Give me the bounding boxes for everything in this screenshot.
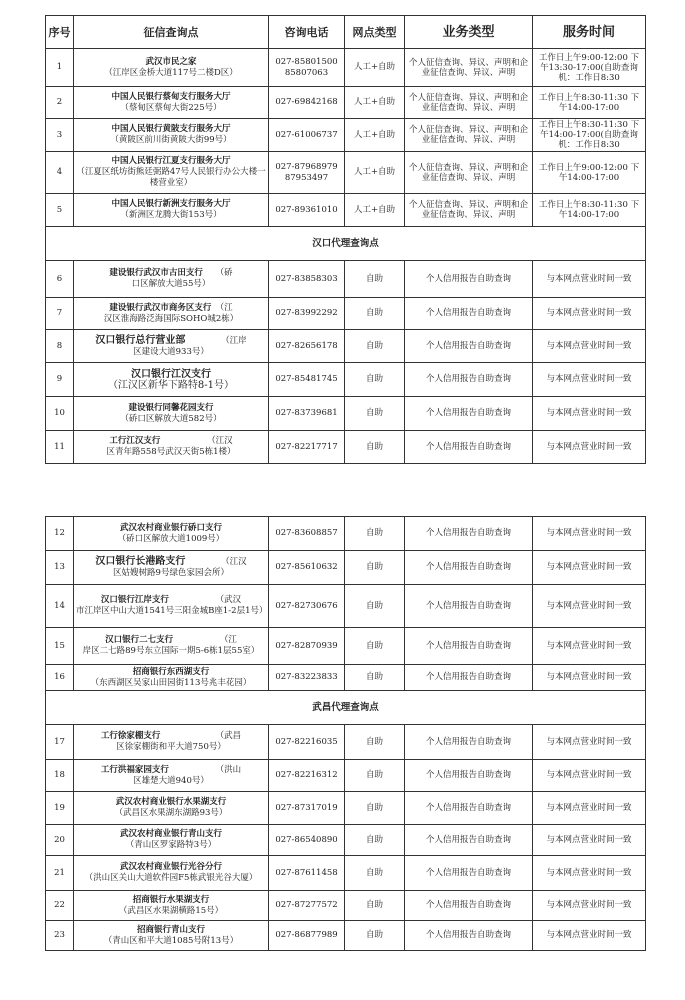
row-no: 13 <box>46 551 74 585</box>
row-hours: 与本网点营业时间一致 <box>533 628 646 665</box>
table-row <box>46 760 646 792</box>
point-address: 区姑嫂树路9号绿色家园会所） <box>113 568 229 578</box>
row-business: 个人信用报告自助查询 <box>405 585 533 628</box>
section-title-hankou: 汉口代理查询点 <box>46 227 646 261</box>
row-no: 14 <box>46 585 74 628</box>
row-no: 9 <box>46 363 74 397</box>
row-point <box>74 760 269 792</box>
row-no: 4 <box>46 152 74 194</box>
row-no: 15 <box>46 628 74 665</box>
row-no: 17 <box>46 725 74 760</box>
row-point <box>74 152 269 194</box>
row-point <box>74 517 269 551</box>
point-address: 市江岸区中山大道1541号三阳金城B座1-2层1号） <box>76 606 268 616</box>
table-row <box>46 119 646 152</box>
point-name: 中国人民银行蔡甸支行服务大厅 <box>111 91 231 102</box>
row-hours: 与本网点营业时间一致 <box>533 585 646 628</box>
row-no: 2 <box>46 87 74 119</box>
row-point <box>74 891 269 921</box>
section-row-hankou <box>46 227 646 261</box>
row-point <box>74 330 269 363</box>
point-address: （洪山区关山大道软件园F5栋武银光谷大厦） <box>84 873 258 883</box>
header-point: 征信查询点 <box>74 16 269 49</box>
row-type: 自助 <box>345 856 405 891</box>
row-no: 19 <box>46 792 74 825</box>
row-point <box>74 119 269 152</box>
row-no: 12 <box>46 517 74 551</box>
row-type: 自助 <box>345 330 405 363</box>
point-name: 武汉农村商业银行硚口支行 <box>119 522 222 533</box>
row-no: 16 <box>46 665 74 691</box>
row-type: 自助 <box>345 551 405 585</box>
table-row <box>46 825 646 856</box>
row-no: 23 <box>46 921 74 951</box>
point-address: 汉区淮海路泛海国际SOHO城2栋） <box>103 313 239 324</box>
row-point <box>74 49 269 87</box>
row-business: 个人信用报告自助查询 <box>405 665 533 691</box>
row-hours: 与本网点营业时间一致 <box>533 725 646 760</box>
table-row <box>46 330 646 363</box>
row-hours: 与本网点营业时间一致 <box>533 760 646 792</box>
row-hours: 与本网点营业时间一致 <box>533 363 646 397</box>
row-phone: 027-87277572 <box>269 891 345 921</box>
row-type: 自助 <box>345 431 405 464</box>
table-row <box>46 585 646 628</box>
point-name: 建设银行武汉市商务区支行 （江 <box>109 302 233 313</box>
row-type: 自助 <box>345 825 405 856</box>
row-business: 个人信用报告自助查询 <box>405 261 533 298</box>
row-hours: 工作日上午8:30-11:30 下午14:00-17:00 <box>533 87 646 119</box>
point-address: 区建设大道933号） <box>133 346 209 357</box>
point-address: （江岸区金桥大道117号二楼D区） <box>104 67 238 78</box>
row-hours: 与本网点营业时间一致 <box>533 665 646 691</box>
point-name: 招商银行青山支行 <box>136 924 205 935</box>
table-row <box>46 363 646 397</box>
point-address: 区雄楚大道940号） <box>133 775 209 786</box>
row-type: 自助 <box>345 397 405 431</box>
point-address: （武昌区水果湖东湖路93号） <box>114 808 228 818</box>
row-point <box>74 551 269 585</box>
row-no: 18 <box>46 760 74 792</box>
row-hours: 与本网点营业时间一致 <box>533 330 646 363</box>
point-name: 武汉市民之家 <box>145 56 197 67</box>
row-business: 个人信用报告自助查询 <box>405 330 533 363</box>
header-phone: 咨询电话 <box>269 16 345 49</box>
credit-query-table-part2 <box>45 516 646 951</box>
row-phone: 027-83858303 <box>269 261 345 298</box>
row-business: 个人征信查询、异议、声明和企业征信查询、异议、声明 <box>405 152 533 194</box>
row-type: 人工+自助 <box>345 119 405 152</box>
row-business: 个人信用报告自助查询 <box>405 431 533 464</box>
point-address: （青山区罗家路特3号） <box>125 840 217 850</box>
row-type: 自助 <box>345 585 405 628</box>
row-phone: 027-61006737 <box>269 119 345 152</box>
header-hours: 服务时间 <box>533 16 646 49</box>
row-phone: 027-82730676 <box>269 585 345 628</box>
point-address: （蔡甸区蔡甸大街225号） <box>120 102 222 113</box>
row-business: 个人信用报告自助查询 <box>405 628 533 665</box>
row-business: 个人信用报告自助查询 <box>405 891 533 921</box>
table-row <box>46 194 646 227</box>
row-business: 个人信用报告自助查询 <box>405 921 533 951</box>
row-type: 自助 <box>345 363 405 397</box>
row-business: 个人信用报告自助查询 <box>405 517 533 551</box>
row-business: 个人征信查询、异议、声明和企业征信查询、异议、声明 <box>405 87 533 119</box>
row-phone: 027-83739681 <box>269 397 345 431</box>
point-name: 中国人民银行江夏支行服务大厅 <box>111 156 231 166</box>
row-phone: 027-86877989 <box>269 921 345 951</box>
row-phone: 027-86540890 <box>269 825 345 856</box>
row-type: 自助 <box>345 298 405 330</box>
row-point <box>74 87 269 119</box>
point-name: 建设银行武汉市古田支行 （硚 <box>109 268 233 278</box>
row-hours: 与本网点营业时间一致 <box>533 431 646 464</box>
table-row <box>46 921 646 951</box>
point-address: （江夏区纸坊街熊廷弼路47号人民银行办公大楼一楼营业室） <box>76 167 266 188</box>
row-point <box>74 298 269 330</box>
row-phone: 027-83992292 <box>269 298 345 330</box>
row-type: 自助 <box>345 517 405 551</box>
point-name: 武汉农村商业银行青山支行 <box>119 829 222 839</box>
row-phone: 027-82656178 <box>269 330 345 363</box>
row-point <box>74 856 269 891</box>
point-address: 口区解放大道55号） <box>131 279 211 289</box>
point-name: 汉口银行长港路支行 （江汉 <box>95 556 247 567</box>
section-title-wuchang: 武昌代理查询点 <box>46 691 646 725</box>
row-type: 自助 <box>345 921 405 951</box>
row-hours: 与本网点营业时间一致 <box>533 856 646 891</box>
point-address: （东西湖区吴家山田园街113号兆丰花园） <box>90 677 252 688</box>
row-type: 自助 <box>345 261 405 298</box>
row-business: 个人征信查询、异议、声明和企业征信查询、异议、声明 <box>405 49 533 87</box>
row-business: 个人征信查询、异议、声明和企业征信查询、异议、声明 <box>405 119 533 152</box>
row-hours: 与本网点营业时间一致 <box>533 825 646 856</box>
row-type: 自助 <box>345 792 405 825</box>
row-phone: 027-82870939 <box>269 628 345 665</box>
point-address: （硚口区解放大道1009号） <box>117 533 225 544</box>
credit-query-table-part1 <box>45 15 646 464</box>
row-hours: 工作日上午9:00-12:00 下午13:30-17:00(自助查询机：工作日8:30 <box>533 49 646 87</box>
row-business: 个人信用报告自助查询 <box>405 363 533 397</box>
row-business: 个人征信查询、异议、声明和企业征信查询、异议、声明 <box>405 194 533 227</box>
row-no: 6 <box>46 261 74 298</box>
table-row <box>46 891 646 921</box>
row-phone: 027-83223833 <box>269 665 345 691</box>
table-row <box>46 49 646 87</box>
table-row <box>46 551 646 585</box>
row-no: 7 <box>46 298 74 330</box>
row-no: 21 <box>46 856 74 891</box>
table-row <box>46 665 646 691</box>
row-no: 5 <box>46 194 74 227</box>
row-hours: 与本网点营业时间一致 <box>533 891 646 921</box>
row-type: 人工+自助 <box>345 87 405 119</box>
section-row-wuchang <box>46 691 646 725</box>
row-phone: 027-87968979 87953497 <box>269 152 345 194</box>
header-type: 网点类型 <box>345 16 405 49</box>
header-no: 序号 <box>46 16 74 49</box>
row-hours: 与本网点营业时间一致 <box>533 397 646 431</box>
row-point <box>74 363 269 397</box>
row-point <box>74 261 269 298</box>
point-name: 武汉农村商业银行水果湖支行 <box>115 797 227 807</box>
row-hours: 工作日上午8:30-11:30 下午14:00-17:00 <box>533 194 646 227</box>
row-business: 个人信用报告自助查询 <box>405 397 533 431</box>
row-point <box>74 725 269 760</box>
row-hours: 与本网点营业时间一致 <box>533 792 646 825</box>
row-type: 自助 <box>345 891 405 921</box>
point-name: 工行洪福家园支行 （洪山 <box>100 764 242 775</box>
row-phone: 027-82217717 <box>269 431 345 464</box>
point-address: （江汉区新华下路特8-1号） <box>107 379 235 391</box>
row-phone: 027-89361010 <box>269 194 345 227</box>
table-row <box>46 397 646 431</box>
point-name: 汉口银行总行营业部 （江岸 <box>95 334 247 346</box>
point-name: 中国人民银行黄陂支行服务大厅 <box>111 124 231 134</box>
row-type: 自助 <box>345 760 405 792</box>
point-address: 岸区二七路89号东立国际一期5-6栋1层55室） <box>82 646 260 656</box>
row-point <box>74 792 269 825</box>
point-name: 武汉农村商业银行光谷分行 <box>119 862 222 872</box>
point-address: （新洲区龙腾大街153号） <box>120 210 222 220</box>
row-business: 个人信用报告自助查询 <box>405 792 533 825</box>
point-name: 中国人民银行新洲支行服务大厅 <box>111 199 231 209</box>
row-no: 10 <box>46 397 74 431</box>
table-row <box>46 628 646 665</box>
row-phone: 027-87317019 <box>269 792 345 825</box>
row-no: 3 <box>46 119 74 152</box>
row-phone: 027-82216035 <box>269 725 345 760</box>
row-phone: 027-69842168 <box>269 87 345 119</box>
row-phone: 027-82216312 <box>269 760 345 792</box>
row-no: 11 <box>46 431 74 464</box>
header-business: 业务类型 <box>405 16 533 49</box>
row-business: 个人信用报告自助查询 <box>405 760 533 792</box>
table-row <box>46 152 646 194</box>
table-row <box>46 261 646 298</box>
row-no: 1 <box>46 49 74 87</box>
row-type: 自助 <box>345 725 405 760</box>
row-phone: 027-85481745 <box>269 363 345 397</box>
row-hours: 工作日上午8:30-11:30 下午14:00-17:00(自助查询机：工作日8:30 <box>533 119 646 152</box>
point-address: （武昌区水果湖横路15号） <box>118 905 224 916</box>
point-address: （青山区和平大道1085号附13号） <box>103 935 239 946</box>
row-point <box>74 628 269 665</box>
row-hours: 与本网点营业时间一致 <box>533 921 646 951</box>
row-business: 个人信用报告自助查询 <box>405 551 533 585</box>
row-type: 人工+自助 <box>345 152 405 194</box>
row-phone: 027-87611458 <box>269 856 345 891</box>
row-point <box>74 921 269 951</box>
point-name: 招商银行东西湖支行 <box>132 666 210 677</box>
point-name: 汉口银行江岸支行 （武汉 <box>100 595 242 605</box>
row-hours: 与本网点营业时间一致 <box>533 261 646 298</box>
row-hours: 与本网点营业时间一致 <box>533 298 646 330</box>
table-header-row <box>46 16 646 49</box>
row-type: 人工+自助 <box>345 49 405 87</box>
point-address: 区徐家棚街和平大道750号） <box>116 742 226 752</box>
row-business: 个人信用报告自助查询 <box>405 298 533 330</box>
row-phone: 027-85610632 <box>269 551 345 585</box>
table-row <box>46 87 646 119</box>
point-address: （硚口区解放大道582号） <box>120 413 222 424</box>
row-no: 22 <box>46 891 74 921</box>
row-type: 自助 <box>345 665 405 691</box>
row-business: 个人信用报告自助查询 <box>405 725 533 760</box>
row-business: 个人信用报告自助查询 <box>405 825 533 856</box>
table-row <box>46 431 646 464</box>
row-hours: 工作日上午9:00-12:00 下午14:00-17:00 <box>533 152 646 194</box>
table-row <box>46 517 646 551</box>
row-phone: 027-85801500 85807063 <box>269 49 345 87</box>
row-point <box>74 431 269 464</box>
point-name: 汉口银行二七支行 （江 <box>105 635 237 645</box>
row-type: 人工+自助 <box>345 194 405 227</box>
table-row <box>46 792 646 825</box>
row-no: 20 <box>46 825 74 856</box>
row-type: 自助 <box>345 628 405 665</box>
point-name: 汉口银行江汉支行 <box>131 368 211 380</box>
point-address: （黄陂区前川街黄陂大街99号） <box>110 135 232 145</box>
row-hours: 与本网点营业时间一致 <box>533 517 646 551</box>
row-point <box>74 825 269 856</box>
row-point <box>74 585 269 628</box>
point-name: 招商银行水果湖支行 <box>132 894 210 905</box>
row-point <box>74 397 269 431</box>
row-hours: 与本网点营业时间一致 <box>533 551 646 585</box>
point-name: 工行江汉支行 （江汉 <box>109 436 233 446</box>
table-row <box>46 298 646 330</box>
table-row <box>46 856 646 891</box>
row-point <box>74 194 269 227</box>
point-name: 工行徐家棚支行 （武昌 <box>100 731 242 741</box>
point-name: 建设银行同馨花园支行 <box>128 402 214 413</box>
row-phone: 027-83608857 <box>269 517 345 551</box>
table-row <box>46 725 646 760</box>
row-no: 8 <box>46 330 74 363</box>
row-point <box>74 665 269 691</box>
row-business: 个人信用报告自助查询 <box>405 856 533 891</box>
point-address: 区青年路558号武汉天街5栋1楼） <box>106 447 236 457</box>
